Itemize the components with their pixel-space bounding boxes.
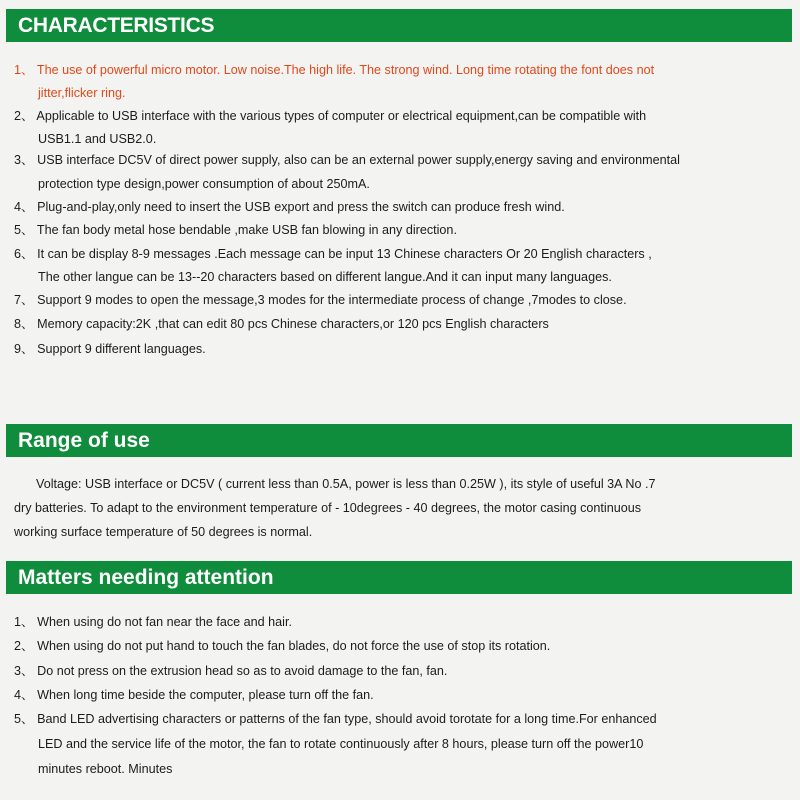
item-text: The fan body metal hose bendable ,make USB fan blowing in any direction. <box>36 223 457 237</box>
item-number: 5、 <box>14 223 34 237</box>
item-number: 2、 <box>14 109 34 123</box>
item-text: When long time beside the computer, please turn off the fan. <box>37 688 374 702</box>
item-number: 1、 <box>14 615 34 629</box>
item-number: 6、 <box>14 247 34 261</box>
char-item-8 <box>14 316 549 332</box>
attention-item-5-cont: LED and the service life of the motor, the fan to rotate continuously after 8 hours, please turn off the power10 <box>38 737 644 751</box>
char-item-6 <box>14 246 652 262</box>
attention-title: Matters needing attention <box>18 565 274 589</box>
item-text: Applicable to USB interface with the various types of computer or electrical equipment,can be compatible with <box>36 109 647 123</box>
char-item-1 <box>14 62 654 78</box>
item-text: USB interface DC5V of direct power supply, also can be an external power supply,energy saving and environmental <box>37 153 680 167</box>
attention-item-5-cont2: minutes reboot. Minutes <box>38 762 173 776</box>
char-item-2 <box>14 108 646 124</box>
range-banner <box>6 424 792 457</box>
item-text: When using do not put hand to touch the fan blades, do not force the use of stop its rotation. <box>37 639 551 653</box>
item-number: 2、 <box>14 639 34 653</box>
item-text: Memory capacity:2K ,that can edit 80 pcs Chinese characters,or 120 pcs English characters <box>37 317 549 331</box>
attention-item-1 <box>14 614 292 630</box>
char-item-1-cont: jitter,flicker ring. <box>38 86 126 100</box>
attention-item-4 <box>14 687 374 703</box>
attention-item-3 <box>14 663 447 679</box>
item-number: 7、 <box>14 293 34 307</box>
characteristics-title: CHARACTERISTICS <box>18 13 215 37</box>
item-text: When using do not fan near the face and hair. <box>37 615 292 629</box>
item-number: 3、 <box>14 153 34 167</box>
attention-item-2 <box>14 638 550 654</box>
char-item-3-cont: protection type design,power consumption of about 250mA. <box>38 177 370 191</box>
item-text: Support 9 different languages. <box>37 342 206 356</box>
item-number: 8、 <box>14 317 34 331</box>
range-line-3: working surface temperature of 50 degrees is normal. <box>14 525 313 539</box>
range-title: Range of use <box>18 428 150 452</box>
item-text: Do not press on the extrusion head so as to avoid damage to the fan, fan. <box>37 664 448 678</box>
attention-banner <box>6 561 792 594</box>
item-number: 1、 <box>14 63 34 77</box>
attention-item-5 <box>14 711 657 727</box>
item-number: 5、 <box>14 712 34 726</box>
item-text: Support 9 modes to open the message,3 modes for the intermediate process of change ,7modes to close. <box>37 293 627 307</box>
characteristics-banner <box>6 9 792 42</box>
range-line-1: Voltage: USB interface or DC5V ( current less than 0.5A, power is less than 0.25W ), its style of useful 3A No .7 <box>36 477 656 491</box>
item-number: 4、 <box>14 200 34 214</box>
char-item-9 <box>14 341 206 357</box>
item-text: Band LED advertising characters or patterns of the fan type, should avoid torotate for a long time.For enhanced <box>37 712 657 726</box>
item-number: 4、 <box>14 688 34 702</box>
char-item-2-cont: USB1.1 and USB2.0. <box>38 132 157 146</box>
char-item-7 <box>14 292 627 308</box>
item-text: The use of powerful micro motor. Low noise.The high life. The strong wind. Long time rotating the font does not <box>36 63 655 77</box>
item-number: 9、 <box>14 342 34 356</box>
item-text: Plug-and-play,only need to insert the USB export and press the switch can produce fresh wind. <box>37 200 565 214</box>
range-line-2: dry batteries. To adapt to the environment temperature of - 10degrees - 40 degrees, the motor casing continuous <box>14 501 642 515</box>
char-item-6-cont: The other langue can be 13--20 characters based on different langue.And it can input many languages. <box>38 270 612 284</box>
item-number: 3、 <box>14 664 34 678</box>
char-item-5 <box>14 222 457 238</box>
char-item-3 <box>14 152 680 168</box>
char-item-4 <box>14 199 565 215</box>
item-text: It can be display 8-9 messages .Each message can be input 13 Chinese characters Or 20 English characters , <box>37 247 652 261</box>
